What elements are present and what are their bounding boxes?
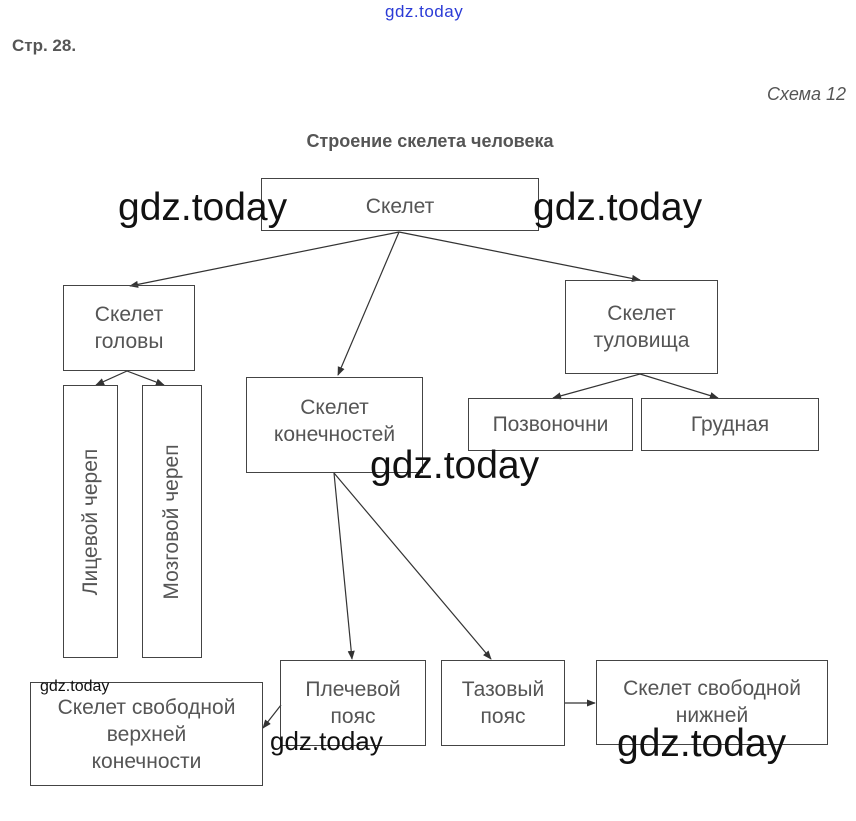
diagram-title: Строение скелета человека bbox=[306, 131, 554, 151]
watermark-small-left: gdz.today bbox=[40, 678, 110, 695]
arrow-head-to-brain bbox=[127, 371, 164, 385]
node-free-upper-limb bbox=[30, 682, 263, 786]
watermark-left: gdz.today bbox=[118, 186, 288, 229]
node-spine-label: Позвоночни bbox=[492, 413, 609, 436]
arrow-skeleton-to-trunk bbox=[399, 232, 640, 280]
arrow-trunk-to-spine bbox=[553, 374, 640, 398]
node-head-skeleton-label: Скелет головы bbox=[94, 303, 164, 353]
arrow-trunk-to-chest bbox=[640, 374, 718, 398]
node-trunk-skeleton-label: Скелет туловища bbox=[593, 302, 690, 352]
node-free-lower-limb-label: Скелет свободной нижней bbox=[623, 677, 801, 727]
arrow-head-to-facial bbox=[96, 371, 127, 385]
arrow-skeleton-to-limbs bbox=[338, 232, 399, 375]
node-shoulder-girdle-label: Плечевой пояс bbox=[305, 678, 401, 728]
watermark-bottom-right: gdz.today bbox=[617, 722, 787, 765]
node-free-upper-limb-label: Скелет свободной верхней конечности bbox=[57, 695, 236, 773]
node-skeleton bbox=[261, 178, 539, 231]
node-brain-skull bbox=[142, 385, 202, 658]
node-pelvic-girdle-label: Тазовый пояс bbox=[461, 678, 545, 728]
node-brain-skull-label: Мозговой череп bbox=[160, 443, 183, 600]
node-chest bbox=[641, 398, 819, 451]
node-head-skeleton bbox=[63, 285, 195, 371]
site-watermark-top: gdz.today bbox=[385, 2, 464, 21]
arrow-skeleton-to-head bbox=[130, 232, 399, 286]
node-limbs-skeleton-label: Скелет конечностей bbox=[273, 396, 396, 446]
watermark-right: gdz.today bbox=[533, 186, 703, 229]
node-pelvic-girdle bbox=[441, 660, 565, 746]
arrow-limbs-to-pelvic bbox=[334, 473, 491, 659]
watermark-bottom-middle: gdz.today bbox=[270, 726, 383, 756]
node-skeleton-label: Скелет bbox=[365, 195, 435, 218]
page-reference: Стр. 28. bbox=[12, 36, 77, 55]
scheme-number: Схема 12 bbox=[767, 84, 846, 104]
watermark-center: gdz.today bbox=[370, 444, 540, 487]
node-trunk-skeleton bbox=[565, 280, 718, 374]
node-facial-skull-label: Лицевой череп bbox=[78, 448, 102, 595]
node-chest-label: Грудная bbox=[690, 413, 770, 436]
node-facial-skull bbox=[63, 385, 118, 658]
arrow-limbs-to-shoulder bbox=[334, 473, 352, 659]
arrow-shoulder-to-free-upper bbox=[263, 705, 281, 728]
